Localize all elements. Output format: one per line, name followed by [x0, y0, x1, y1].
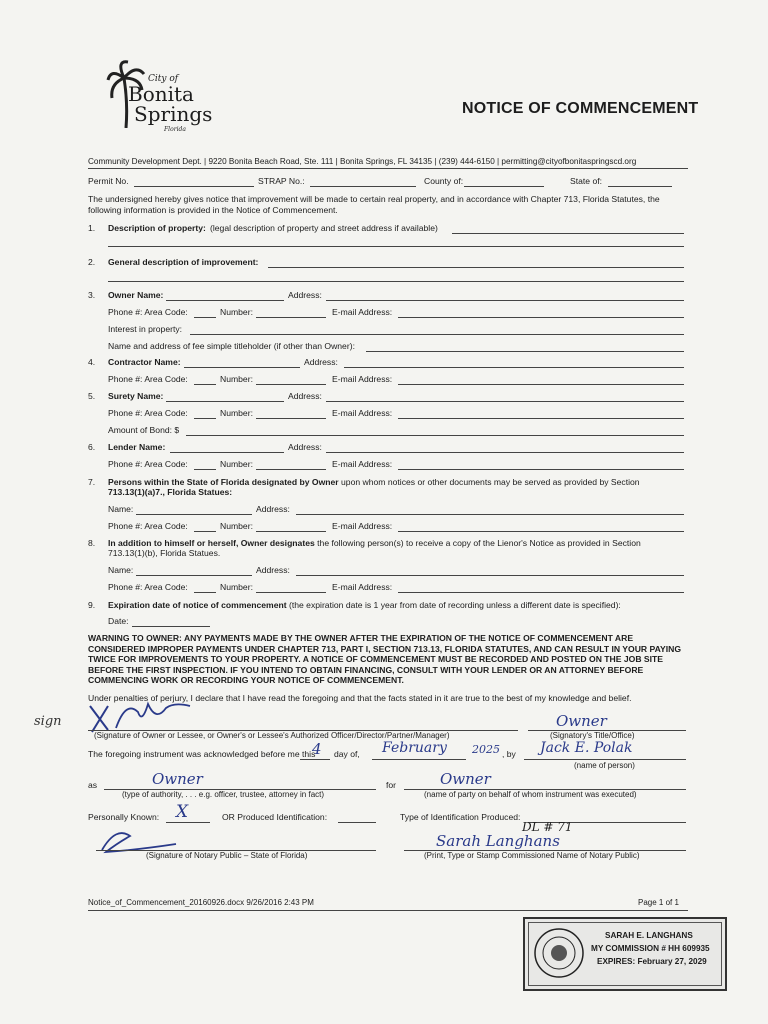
- owner-number-label: Number:: [220, 307, 253, 317]
- item-1-num: 1.: [88, 223, 96, 233]
- ack-year: 2025: [472, 743, 500, 756]
- item-8-num: 8.: [88, 538, 96, 548]
- item-7-line2: 713.13(1)(a)7., Florida Statues:: [108, 487, 233, 497]
- notary-name-value: Sarah Langhans: [436, 832, 560, 850]
- interest-field[interactable]: [190, 334, 684, 335]
- contractor-area-field[interactable]: [194, 384, 216, 385]
- name-person-caption: (name of person): [574, 761, 635, 770]
- for-value: Owner: [440, 770, 491, 788]
- owner-signature: [86, 698, 196, 734]
- signatory-title-value: Owner: [556, 712, 607, 730]
- item-3-num: 3.: [88, 290, 96, 300]
- item-7-num: 7.: [88, 477, 96, 487]
- lender-number-field[interactable]: [256, 469, 326, 470]
- stamp-expires: EXPIRES: February 27, 2029: [597, 957, 707, 966]
- lender-address-field[interactable]: [326, 452, 684, 453]
- party-caption: (name of party on behalf of whom instrument was executed): [424, 790, 637, 799]
- item-8-line2: 713.13(1)(b), Florida Statues.: [108, 548, 221, 558]
- owner-address-label: Address:: [288, 290, 322, 300]
- notary-seal-icon: [533, 927, 585, 979]
- bond-field[interactable]: [186, 435, 684, 436]
- owner-address-field[interactable]: [326, 300, 684, 301]
- copy-address-label: Address:: [256, 565, 290, 575]
- ack-person: Jack E. Polak: [540, 740, 633, 756]
- logo-city: City of: [148, 74, 179, 84]
- authority-caption: (type of authority, . . . e.g. officer, trustee, attorney in fact): [122, 790, 325, 799]
- signature-caption: (Signature of Owner or Lessee, or Owner's or Lessee's Authorized Officer/Director/Partner/Manager): [94, 731, 450, 740]
- state-label: State of:: [570, 176, 603, 186]
- designee-email-label: E-mail Address:: [332, 521, 393, 531]
- lender-name-field[interactable]: [170, 452, 284, 453]
- item-7-label: Persons within the State of Florida designated by Owner: [108, 477, 339, 487]
- contractor-address-label: Address:: [304, 357, 338, 367]
- ack-day-of: day of,: [334, 749, 360, 759]
- property-field[interactable]: [452, 233, 684, 234]
- contractor-phone-area-label: Phone #: Area Code:: [108, 374, 188, 384]
- header-rule: [88, 168, 688, 169]
- title-caption: (Signatory's Title/Office): [550, 731, 635, 740]
- copy-name-field[interactable]: [136, 575, 252, 576]
- owner-number-field[interactable]: [256, 317, 326, 318]
- surety-email-field[interactable]: [398, 418, 684, 419]
- perjury-text: Under penalties of perjury, I declare that I have read the foregoing and that the facts stated in it are true to the best of my knowledge and belief.: [88, 693, 632, 703]
- as-label: as: [88, 780, 98, 790]
- designee-email-field[interactable]: [398, 531, 684, 532]
- item-1-hint: (legal description of property and street address if available): [210, 223, 438, 233]
- stamp-name: SARAH E. LANGHANS: [605, 931, 693, 940]
- intro-text: The undersigned hereby gives notice that improvement will be made to certain real property, and in accordance with Chapter 713, Florida Statutes, the following information is provided in the Notice of Commencement.: [88, 194, 660, 215]
- stamp-commission: MY COMMISSION # HH 609935: [591, 944, 710, 953]
- county-label: County of:: [424, 176, 464, 186]
- designee-address-field[interactable]: [296, 514, 684, 515]
- footer-filename: Notice_of_Commencement_20160926.docx 9/26/2016 2:43 PM: [88, 898, 314, 907]
- personally-known-label: Personally Known:: [88, 812, 160, 822]
- item-9-text: [108, 600, 621, 610]
- footer-rule: [88, 910, 688, 911]
- notary-stamp: [523, 917, 727, 991]
- item-9-num: 9.: [88, 600, 96, 610]
- strap-field[interactable]: [310, 186, 416, 187]
- item-9-rest: (the expiration date is 1 year from date of recording unless a different date is specified):: [286, 600, 621, 610]
- copy-number-label: Number:: [220, 582, 253, 592]
- item-5-label: Surety Name:: [108, 391, 164, 401]
- item-9-label: Expiration date of notice of commencement: [108, 600, 287, 610]
- ack-by: , by: [502, 749, 516, 759]
- lender-number-label: Number:: [220, 459, 253, 469]
- margin-note: sign: [34, 714, 62, 729]
- copy-email-field[interactable]: [398, 592, 684, 593]
- contractor-email-field[interactable]: [398, 384, 684, 385]
- item-7-text: [108, 477, 640, 487]
- ack-person-line[interactable]: [524, 759, 686, 760]
- state-field[interactable]: [608, 186, 672, 187]
- contractor-number-field[interactable]: [256, 384, 326, 385]
- surety-number-label: Number:: [220, 408, 253, 418]
- surety-area-field[interactable]: [194, 418, 216, 419]
- contractor-address-field[interactable]: [344, 367, 684, 368]
- item-8-rest: the following person(s) to receive a copy of the Lienor's Notice as provided in Section: [314, 538, 641, 548]
- owner-email-label: E-mail Address:: [332, 307, 393, 317]
- ack-month: February: [382, 740, 447, 756]
- designee-number-label: Number:: [220, 521, 253, 531]
- fee-holder-label: Name and address of fee simple titleholder (if other than Owner):: [108, 341, 355, 351]
- surety-number-field[interactable]: [256, 418, 326, 419]
- dept-line: Community Development Dept. | 9220 Bonita Beach Road, Ste. 111 | Bonita Springs, FL 34135 | (239) 444-6150 | permitting@cityofbonitaspringscd.org: [88, 157, 637, 166]
- surety-address-field[interactable]: [326, 401, 684, 402]
- item-6-label: Lender Name:: [108, 442, 166, 452]
- lender-phone-area-label: Phone #: Area Code:: [108, 459, 188, 469]
- type-id-label: Type of Identification Produced:: [400, 812, 521, 822]
- notary-caption: (Signature of Notary Public – State of Florida): [146, 851, 308, 860]
- lender-email-label: E-mail Address:: [332, 459, 393, 469]
- logo-name-1: Bonita: [128, 82, 194, 106]
- expiration-date-label: Date:: [108, 616, 129, 626]
- copy-phone-area-label: Phone #: Area Code:: [108, 582, 188, 592]
- logo-name-2: Springs: [134, 102, 213, 126]
- copy-email-label: E-mail Address:: [332, 582, 393, 592]
- owner-phone-area-label: Phone #: Area Code:: [108, 307, 188, 317]
- item-5-num: 5.: [88, 391, 96, 401]
- item-4-num: 4.: [88, 357, 96, 367]
- page-title: NOTICE OF COMMENCEMENT: [462, 100, 699, 117]
- copy-name-label: Name:: [108, 565, 134, 575]
- city-logo: [106, 58, 213, 138]
- contractor-number-label: Number:: [220, 374, 253, 384]
- copy-address-field[interactable]: [296, 575, 684, 576]
- interest-label: Interest in property:: [108, 324, 183, 334]
- item-3-label: Owner Name:: [108, 290, 164, 300]
- county-field[interactable]: [464, 186, 544, 187]
- item-8-label: In addition to himself or herself, Owner designates: [108, 538, 315, 548]
- designee-name-field[interactable]: [136, 514, 252, 515]
- item-2-label: General description of improvement:: [108, 257, 259, 267]
- owner-area-field[interactable]: [194, 317, 216, 318]
- lender-area-field[interactable]: [194, 469, 216, 470]
- surety-email-label: E-mail Address:: [332, 408, 393, 418]
- personally-known-line[interactable]: [166, 822, 210, 823]
- designee-address-label: Address:: [256, 504, 290, 514]
- as-value: Owner: [152, 770, 203, 788]
- ack-day-line[interactable]: [300, 759, 330, 760]
- item-4-label: Contractor Name:: [108, 357, 181, 367]
- improvement-field-2[interactable]: [108, 281, 684, 282]
- surety-phone-area-label: Phone #: Area Code:: [108, 408, 188, 418]
- expiration-date-field[interactable]: [132, 626, 210, 627]
- id-value: DL # 71: [522, 820, 573, 834]
- owner-email-field[interactable]: [398, 317, 684, 318]
- ack-pre: The foregoing instrument was acknowledged before me this: [88, 749, 316, 759]
- item-1-label: Description of property:: [108, 223, 206, 233]
- item-7-rest: upon whom notices or other documents may be served as provided by Section: [338, 477, 640, 487]
- designee-number-field[interactable]: [256, 531, 326, 532]
- surety-name-field[interactable]: [166, 401, 284, 402]
- strap-label: STRAP No.:: [258, 176, 305, 186]
- page-number: Page 1 of 1: [638, 898, 679, 907]
- owner-name-field[interactable]: [166, 300, 284, 301]
- personally-known-mark: X: [176, 802, 189, 822]
- lender-address-label: Address:: [288, 442, 322, 452]
- surety-address-label: Address:: [288, 391, 322, 401]
- designee-phone-area-label: Phone #: Area Code:: [108, 521, 188, 531]
- item-6-num: 6.: [88, 442, 96, 452]
- contractor-name-field[interactable]: [184, 367, 300, 368]
- produced-id-label: OR Produced Identification:: [222, 812, 328, 822]
- lender-email-field[interactable]: [398, 469, 684, 470]
- designee-name-label: Name:: [108, 504, 134, 514]
- item-2-num: 2.: [88, 257, 96, 267]
- bond-label: Amount of Bond: $: [108, 425, 180, 435]
- copy-area-field[interactable]: [194, 592, 216, 593]
- produced-id-line[interactable]: [338, 822, 376, 823]
- property-field-2[interactable]: [108, 246, 684, 247]
- for-label: for: [386, 780, 397, 790]
- designee-area-field[interactable]: [194, 531, 216, 532]
- permit-label: Permit No.: [88, 176, 129, 186]
- permit-field[interactable]: [134, 186, 254, 187]
- item-8-text: [108, 538, 641, 548]
- contractor-email-label: E-mail Address:: [332, 374, 393, 384]
- logo-state: Florida: [164, 126, 186, 133]
- copy-number-field[interactable]: [256, 592, 326, 593]
- improvement-field[interactable]: [268, 267, 684, 268]
- ack-day: 4: [312, 740, 322, 758]
- ack-month-line[interactable]: [372, 759, 466, 760]
- notary-name-caption: (Print, Type or Stamp Commissioned Name of Notary Public): [424, 851, 640, 860]
- fee-holder-field[interactable]: [366, 351, 684, 352]
- warning-text: WARNING TO OWNER: ANY PAYMENTS MADE BY THE OWNER AFTER THE EXPIRATION OF THE NOTICE OF COMMENCEMENT ARE CONSIDERED IMPROPER PAYMENTS UNDER CHAPTER 713, PART I, SECTION 713.13, FLORIDA STATUTES, AND CAN RESULT IN YOUR PAYING TWICE FOR IMPROVEMENTS TO YOUR PROPERTY. A NOTICE OF COMMENCEMENT MUST BE RECORDED AND POSTED ON THE JOB SITE BEFORE THE FIRST INSPECTION. IF YOU INTEND TO OBTAIN FINANCING, CONSULT WITH YOUR LENDER OR AN ATTORNEY BEFORE COMMENCING WORK OR RECORDING YOUR NOTICE OF COMMENCEMENT.: [88, 633, 682, 686]
